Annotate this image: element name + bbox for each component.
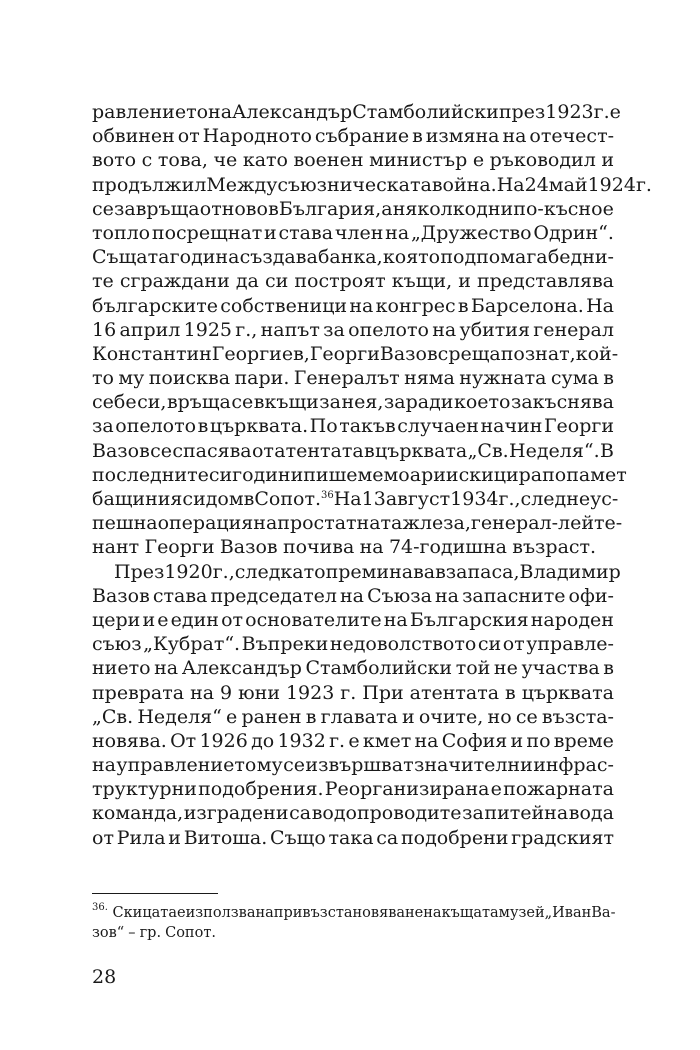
paragraph-1-line: равлението на Александър Стамболийски през 1923 г. е [92, 101, 621, 123]
paragraph-1-line: вото с това, че като военен министър е ръководил и [92, 149, 614, 172]
footnote-line: зов“ – гр. Сопот. [92, 925, 216, 941]
paragraph-1-line: бащиния си дом в Сопот.$^{36}$ На 13 август 1934 г., след неус- [92, 488, 619, 510]
footnote-marker: 36. [92, 902, 108, 913]
footnote [92, 903, 614, 943]
paragraph-2-line: нието на Александър Стамболийски той не участва в [92, 657, 614, 680]
paragraph-1-line: те сграждани да си построят къщи, и представлява [92, 270, 614, 293]
paragraph-1-line: се завръща отново в България, а няколко дни по-късно е [92, 197, 614, 220]
paragraph-1-line: нант Георги Вазов почива на 74-годишна възраст. [92, 536, 597, 559]
paragraph-1-line: Вазов се спасява от атентата в църквата „Св. Неделя“. В [92, 439, 614, 462]
paragraph-1-line: продължил Междусъюзническата война. На 24 май 1924 г. [92, 173, 652, 196]
paragraph-1-line: обвинен от Народното събрание в измяна на отечест- [92, 125, 614, 148]
paragraph-1-line: себе си, връща се вкъщи за нея, заради което закъснява [92, 391, 614, 414]
paragraph-1-line: то му поисква пари. Генералът няма нужната сума в [92, 367, 614, 390]
paragraph-1-line: 16 април 1925 г., напът за опелото на убития генерал [92, 318, 614, 341]
paragraph-2-line: команда, изградени са водопроводите за питейна вода [92, 802, 614, 825]
paragraph-1-line: за опелото в църквата. По такъв случаен начин Георги [92, 415, 614, 438]
paragraph-2-line: труктурни подобрения. Реорганизирана е пожарната [92, 778, 614, 801]
paragraph-1-line: последните си години пише мемоари и скицира по памет [92, 463, 627, 486]
paragraph-2-line: „Св. Неделя“ е ранен в главата и очите, но се възста- [92, 705, 614, 728]
body-text [92, 100, 652, 850]
paragraph-2-line: преврата на 9 юни 1923 г. При атентата в църквата [92, 681, 614, 704]
page-number: 28 [92, 966, 117, 988]
paragraph-2-line: новява. От 1926 до 1932 г. е кмет на София и по време [92, 729, 614, 752]
footnote-line: $^{36.}$ Скицата е използвана при възстановяване на къщата музей „Иван Ва- [92, 902, 616, 921]
paragraph-2-line: от Рила и Витоша. Също така са подобрени градският [92, 826, 614, 849]
paragraph-2-line: съюз „Кубрат“. Въпреки недоволството си от управле- [92, 633, 614, 656]
paragraph-1-line: българските собственици на конгрес в Барселона. На [92, 294, 614, 317]
footnote-rule [92, 893, 218, 894]
paragraph-1-line: топло посрещнат и става член на „Дружество Одрин“. [92, 221, 614, 244]
footnote-reference: 36 [321, 490, 334, 501]
paragraph-1-line: Същата година създава банка, която подпомага бедни- [92, 246, 614, 269]
paragraph-2-line: на управлението му се извършват значителни инфрас- [92, 754, 614, 777]
paragraph-1-line: Константин Георгиев, Георги Вазов среща познат, кой- [92, 342, 619, 365]
paragraph-1-line: пешна операция на простатната жлеза, генерал-лейте- [92, 512, 623, 535]
paragraph-2-line: цери и е един от основателите на Българския народен [92, 608, 614, 631]
paragraph-2-line: През 1920 г., след като преминава в запаса, Владимир [114, 560, 621, 583]
paragraph-2-line: Вазов става председател на Съюза на запасните офи- [92, 584, 614, 607]
